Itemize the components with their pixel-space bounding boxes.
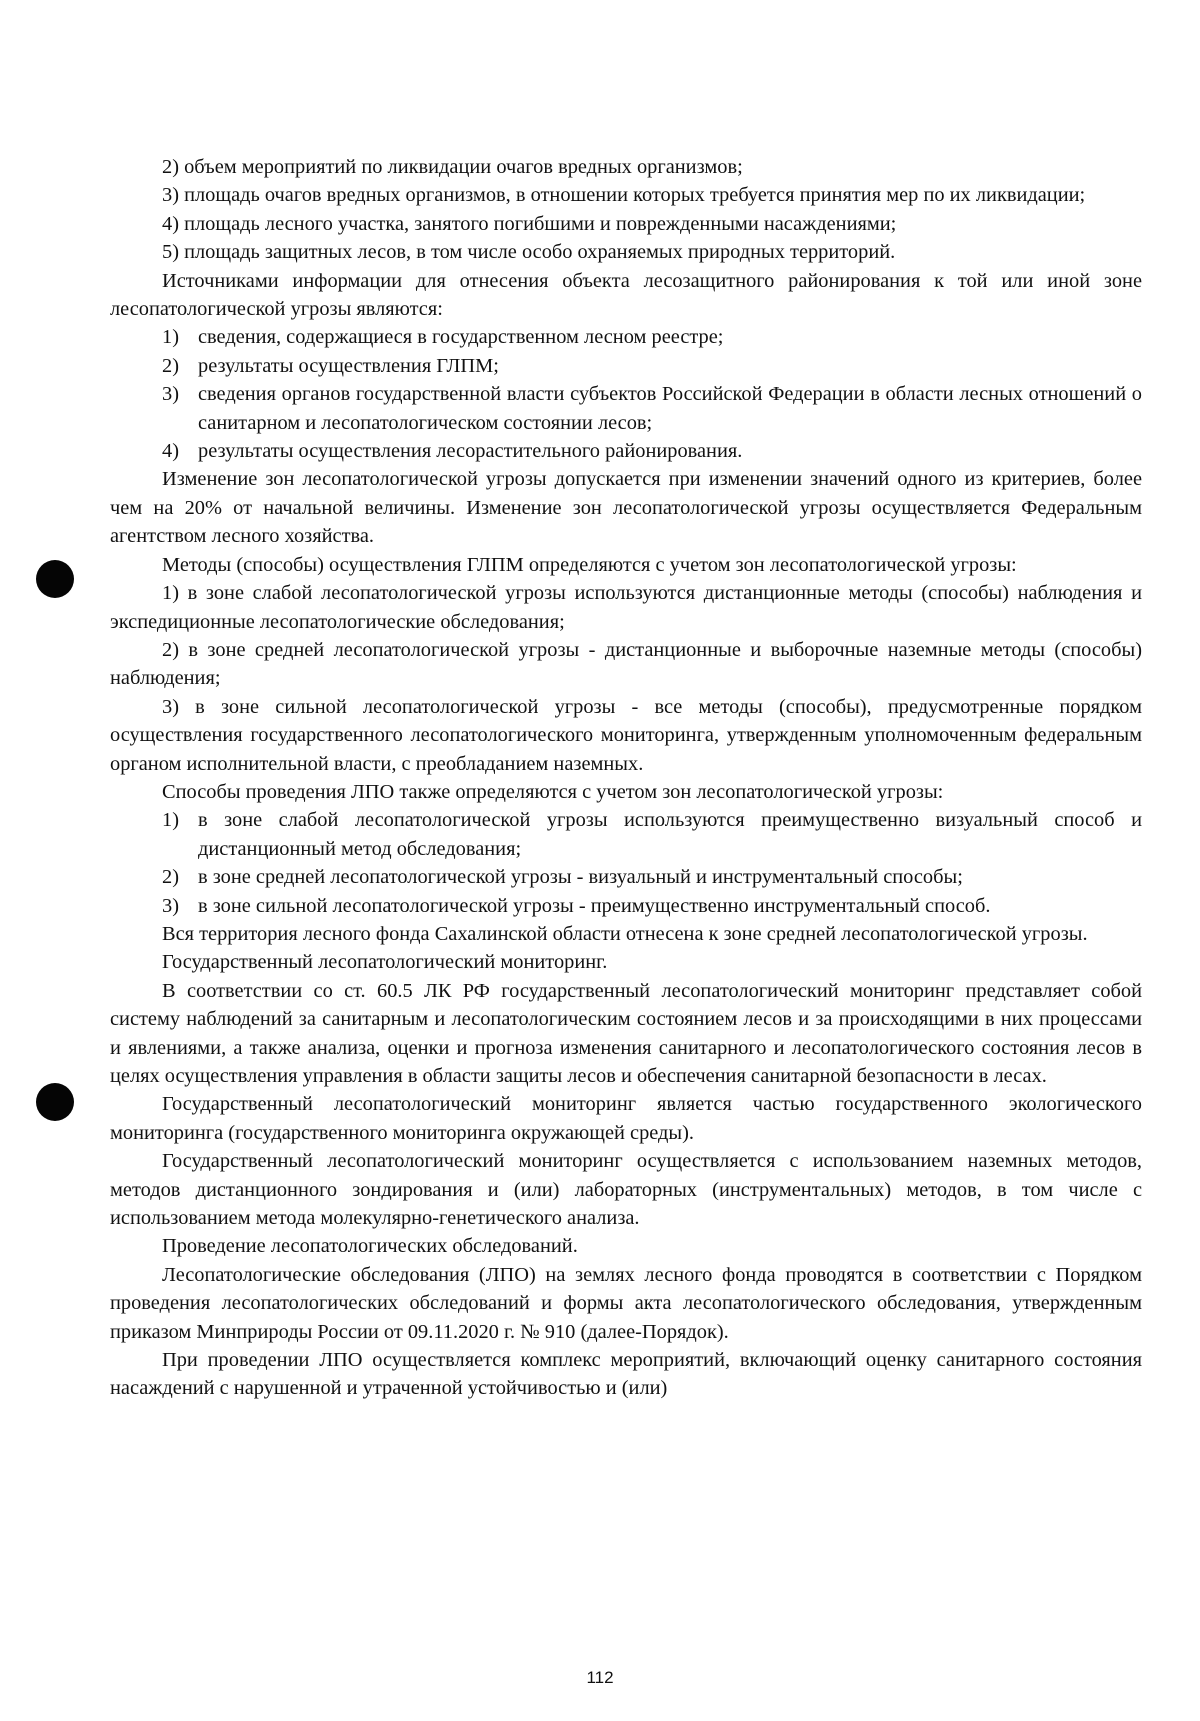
lpo-methods-list: [110, 806, 1142, 920]
list-item-number: 3): [162, 383, 179, 406]
list-item: [110, 863, 1142, 891]
methods-item-1: 1) в зоне слабой лесопатологической угрозы используются дистанционные методы (способы) наблюдения и экспедиционные лесопатологические обследования;: [110, 582, 1142, 633]
list-item: [110, 352, 1142, 380]
list-item-number: 1): [162, 809, 179, 832]
list-item-number: 3): [162, 894, 179, 917]
monitoring-heading: Государственный лесопатологический мониторинг.: [162, 951, 608, 974]
territory-paragraph: Вся территория лесного фонда Сахалинской области отнесена к зоне средней лесопатологической угрозы.: [162, 922, 1088, 945]
list-item-text: в зоне сильной лесопатологической угрозы - преимущественно инструментальный способ.: [198, 894, 991, 917]
list-item-text: результаты осуществления ГЛПМ;: [198, 354, 499, 377]
list-item-number: 2): [162, 354, 179, 377]
list-item-number: 2): [162, 866, 179, 889]
page-number: 112: [586, 1668, 614, 1687]
sources-list: [110, 323, 1142, 465]
monitoring-paragraph-3: Государственный лесопатологический мониторинг осуществляется с использованием наземных методов, методов дистанционного зондирования и (или) лабораторных (инструментальных) методов, в том числе с использованием метода молекулярно-генетического анализа.: [110, 1150, 1142, 1230]
list-item: [110, 380, 1142, 437]
monitoring-paragraph-1: В соответствии со ст. 60.5 ЛК РФ государственный лесопатологический мониторинг представляет собой систему наблюдений за санитарным и лесопатологическим состоянием лесов и за происходящими в них процессами и явлениями, а также анализа, оценки и прогноза изменения санитарного и лесопатологического состояния лесов в целях осуществления управления в области защиты лесов и обеспечения санитарной безопасности в лесах.: [110, 979, 1142, 1087]
intro-item-5: 5) площадь защитных лесов, в том числе особо охраняемых природных территорий.: [162, 241, 896, 264]
lpo-methods-intro: Способы проведения ЛПО также определяются с учетом зон лесопатологической угрозы:: [162, 780, 944, 803]
list-item-number: 1): [162, 326, 179, 349]
list-item: [110, 323, 1142, 351]
monitoring-paragraph-2: Государственный лесопатологический мониторинг является частью государственного экологического мониторинга (государственного мониторинга окружающей среды).: [110, 1093, 1142, 1144]
list-item-text: в зоне средней лесопатологической угрозы - визуальный и инструментальный способы;: [198, 866, 963, 889]
surveys-heading: Проведение лесопатологических обследований.: [162, 1235, 578, 1258]
surveys-paragraph-2: При проведении ЛПО осуществляется комплекс мероприятий, включающий оценку санитарного состояния насаждений с нарушенной и утраченной устойчивостью и (или): [110, 1349, 1142, 1400]
punch-hole-bottom: [36, 1083, 74, 1121]
surveys-paragraph-1: Лесопатологические обследования (ЛПО) на землях лесного фонда проводятся в соответствии с Порядком проведения лесопатологических обследований и формы акта лесопатологического обследования, утвержденным приказом Минприроды России от 09.11.2020 г. № 910 (далее-Порядок).: [110, 1263, 1142, 1343]
methods-item-2: 2) в зоне средней лесопатологической угрозы - дистанционные и выборочные наземные методы (способы) наблюдения;: [110, 638, 1142, 690]
methods-intro: Методы (способы) осуществления ГЛПМ определяются с учетом зон лесопатологической угрозы:: [162, 553, 1017, 576]
list-item: [110, 892, 1142, 920]
intro-item-3: 3) площадь очагов вредных организмов, в отношении которых требуется принятия мер по их ликвидации;: [162, 184, 1086, 207]
list-item-text: в зоне слабой лесопатологической угрозы используются преимущественно визуальный способ и дистанционный метод обследования;: [198, 809, 1142, 860]
punch-hole-top: [36, 560, 74, 598]
list-item: [110, 437, 1142, 465]
intro-item-4: 4) площадь лесного участка, занятого погибшими и поврежденными насаждениями;: [162, 212, 897, 235]
list-item-text: результаты осуществления лесорастительного районирования.: [198, 440, 743, 463]
page-body: [110, 153, 1142, 1403]
list-item-text: сведения органов государственной власти субъектов Российской Федерации в области лесных отношений о санитарном и лесопатологическом состоянии лесов;: [198, 383, 1142, 434]
sources-intro: Источниками информации для отнесения объекта лесозащитного районирования к той или иной зоне лесопатологической угрозы являются:: [110, 269, 1142, 321]
list-item-text: сведения, содержащиеся в государственном лесном реестре;: [198, 326, 724, 349]
intro-item-2: 2) объем мероприятий по ликвидации очагов вредных организмов;: [162, 156, 743, 178]
zone-change-paragraph: Изменение зон лесопатологической угрозы допускается при изменении значений одного из критериев, более чем на 20% от начальной величины. Изменение зон лесопатологической угрозы осуществляется Федеральным агентством лесного хозяйства.: [110, 468, 1142, 548]
methods-item-3: 3) в зоне сильной лесопатологической угрозы - все методы (способы), предусмотренные порядком осуществления государственного лесопатологического мониторинга, утвержденным уполномоченным федеральным органом исполнительной власти, с преобладанием наземных.: [110, 695, 1142, 775]
list-item-number: 4): [162, 440, 179, 463]
list-item: [110, 806, 1142, 863]
